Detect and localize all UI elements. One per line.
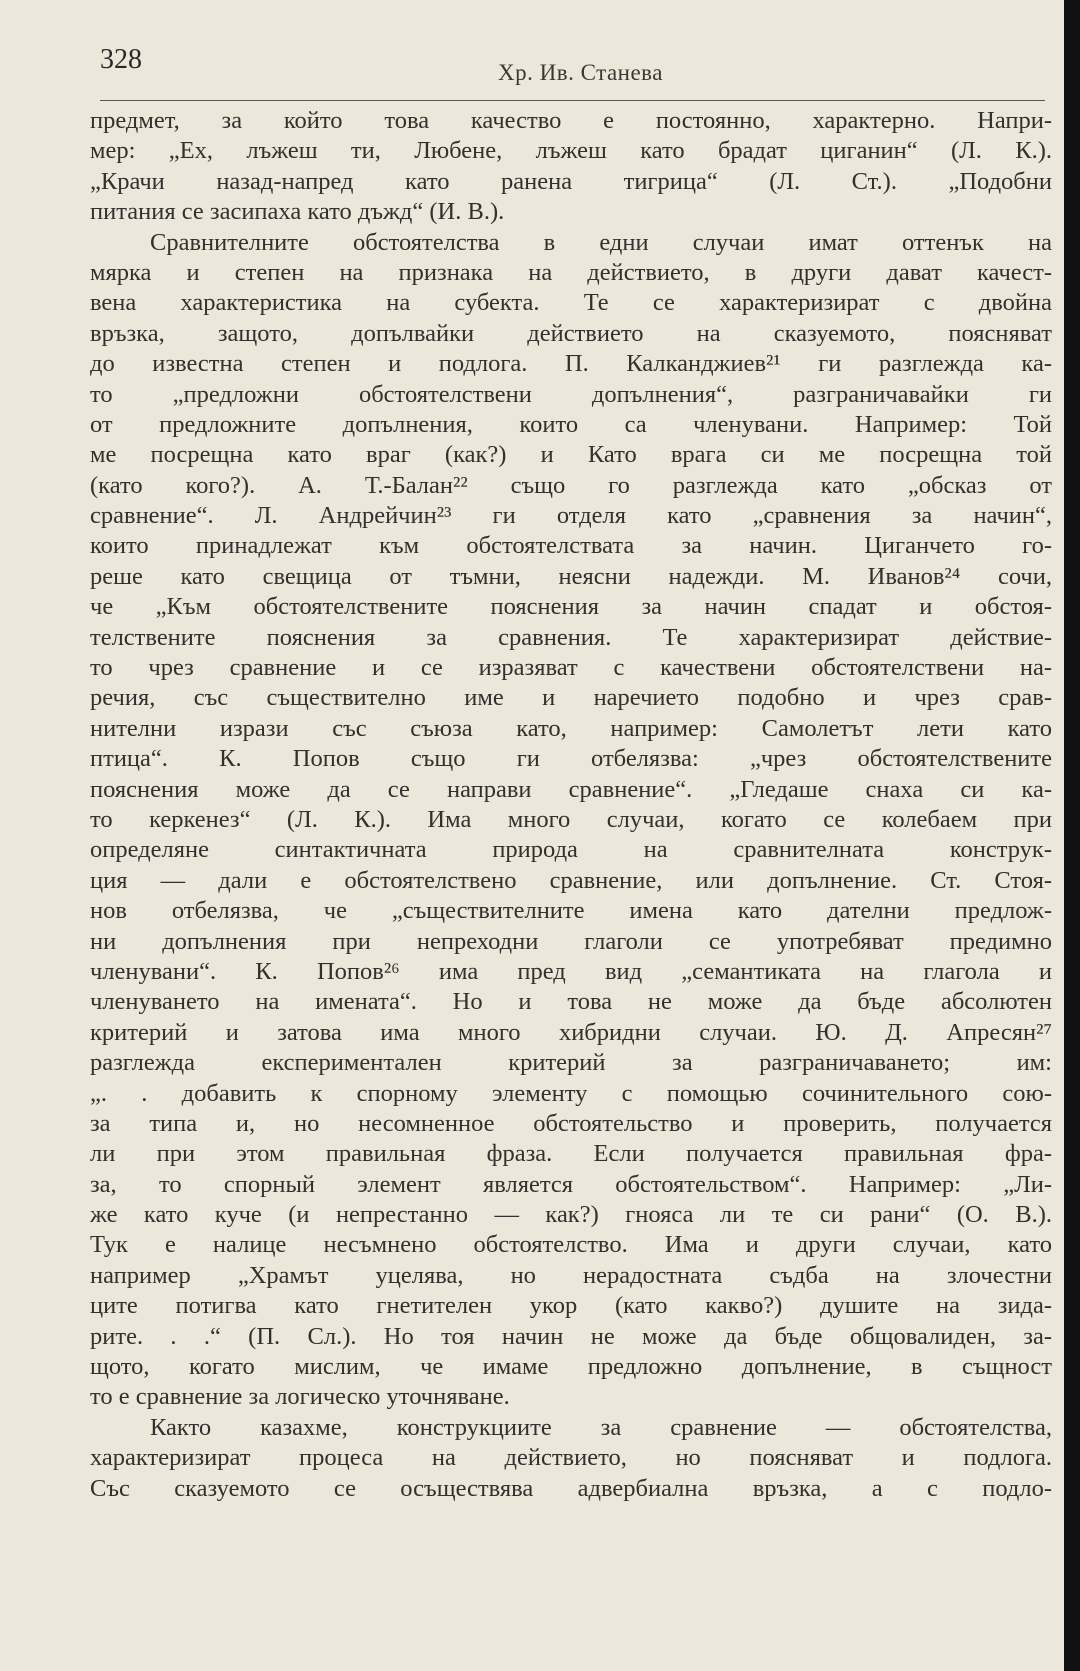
text-line: например „Храмът уцелява, но нерадостната съдба на злочестни bbox=[90, 1261, 1052, 1289]
text-line: ни допълнения при непреходни глаголи се употребяват предимно bbox=[90, 927, 1052, 955]
body-text bbox=[90, 106, 1052, 1504]
text-line: рите. . .“ (П. Сл.). Но тоя начин не може да бъде общовалиден, за- bbox=[90, 1322, 1052, 1350]
text-line: членувани“. К. Попов²⁶ има пред вид „семантиката на глагола и bbox=[90, 957, 1052, 985]
text-line: пояснения може да се направи сравнение“. „Гледаше снаха си ка- bbox=[90, 775, 1052, 803]
text-line: ция — дали е обстоятелствено сравнение, или допълнение. Ст. Стоя- bbox=[90, 866, 1052, 894]
text-line: реше като свещица от тъмни, неясни надежди. М. Иванов²⁴ сочи, bbox=[90, 562, 1052, 590]
text-line: „Крачи назад-напред като ранена тигрица“ (Л. Ст.). „Подобни bbox=[90, 167, 1052, 195]
text-line: же като куче (и непрестанно — как?) гнояса ли те си рани“ (О. В.). bbox=[90, 1201, 1052, 1229]
text-line: които принадлежат към обстоятелствата за начин. Циганчето го- bbox=[90, 532, 1052, 560]
page-header bbox=[100, 44, 1045, 101]
text-line: ме посрещна като враг (как?) и Като врага си ме посрещна той bbox=[90, 441, 1052, 469]
text-line: то е сравнение за логическо уточняване. bbox=[90, 1383, 510, 1411]
text-line: то „предложни обстоятелствени допълнения“, разграничавайки ги bbox=[90, 380, 1052, 408]
text-line: Тук е налице несъмнено обстоятелство. Има и други случаи, като bbox=[90, 1231, 1052, 1259]
text-line: сравнение“. Л. Андрейчин²³ ги отделя като „сравнения за начин“, bbox=[90, 502, 1052, 530]
text-line: мярка и степен на признака на действието, в други дават качест- bbox=[90, 258, 1052, 286]
text-line: (като кого?). А. Т.-Балан²² също го разглежда като „обсказ от bbox=[90, 471, 1052, 499]
text-line: ли при этом правильная фраза. Если получается правильная фра- bbox=[90, 1140, 1052, 1168]
text-line: за типа и, но несомненное обстоятельство и проверить, получается bbox=[90, 1109, 1052, 1137]
text-line: питания се засипаха като дъжд“ (И. В.). bbox=[90, 198, 505, 226]
running-title: Хр. Ив. Станева bbox=[498, 60, 663, 85]
text-line: определяне синтактичната природа на сравнителната конструк- bbox=[90, 836, 1052, 864]
text-line: предмет, за който това качество е постоянно, характерно. Напри- bbox=[90, 107, 1052, 134]
text-line: от предложните допълнения, които са членувани. Например: Той bbox=[90, 410, 1052, 438]
text-line: нителни изрази със съюза като, например: Самолетът лети като bbox=[90, 714, 1052, 742]
text-line: връзка, защото, допълвайки действието на сказуемото, поясняват bbox=[90, 319, 1052, 347]
text-line: птица“. К. Попов също ги отбелязва: „чрез обстоятелствените bbox=[90, 745, 1052, 773]
text-line: Със сказуемото се осъществява адвербиална връзка, а с подло- bbox=[90, 1474, 1052, 1502]
text-line: членуването на имената“. Но и това не може да бъде абсолютен bbox=[90, 988, 1052, 1016]
scan-edge bbox=[1064, 0, 1080, 1671]
text-line: „. . добавить к спорному элементу с помощью сочинительного сою- bbox=[90, 1079, 1052, 1107]
text-line: критерий и затова има много хибридни случаи. Ю. Д. Апресян²⁷ bbox=[90, 1018, 1052, 1046]
text-line: вена характеристика на субекта. Те се характеризират с двойна bbox=[90, 289, 1052, 317]
text-line: Сравнителните обстоятелства в едни случаи имат оттенък на bbox=[150, 228, 1052, 256]
text-line: речия, със съществително име и наречието подобно и чрез срав- bbox=[90, 684, 1052, 712]
text-line: до известна степен и подлога. П. Калканджиев²¹ ги разглежда ка- bbox=[90, 350, 1052, 378]
text-line: ците потигва като гнетителен укор (като какво?) душите на зида- bbox=[90, 1292, 1052, 1320]
text-line: то керкенез“ (Л. К.). Има много случаи, когато се колебаем при bbox=[90, 805, 1052, 833]
text-line: то чрез сравнение и се изразяват с качествени обстоятелствени на- bbox=[90, 654, 1052, 682]
text-line: мер: „Ех, лъжеш ти, Любене, лъжеш като брадат циганин“ (Л. К.). bbox=[90, 137, 1052, 165]
text-line: Както казахме, конструкциите за сравнение — обстоятелства, bbox=[150, 1413, 1052, 1441]
text-line: за, то спорный элемент является обстоятельством“. Например: „Ли- bbox=[90, 1170, 1052, 1198]
text-line: характеризират процеса на действието, но поясняват и подлога. bbox=[90, 1444, 1052, 1472]
text-line: че „Към обстоятелствените пояснения за начин спадат и обстоя- bbox=[90, 593, 1052, 621]
text-line: щото, когато мислим, че имаме предложно допълнение, в същност bbox=[90, 1353, 1052, 1381]
text-line: телствените пояснения за сравнения. Те характеризират действие- bbox=[90, 623, 1052, 651]
text-line: разглежда експериментален критерий за разграничаването; им: bbox=[90, 1049, 1052, 1077]
text-line: нов отбелязва, че „съществителните имена като дателни предлож- bbox=[90, 897, 1052, 925]
page-number: 328 bbox=[100, 44, 142, 75]
